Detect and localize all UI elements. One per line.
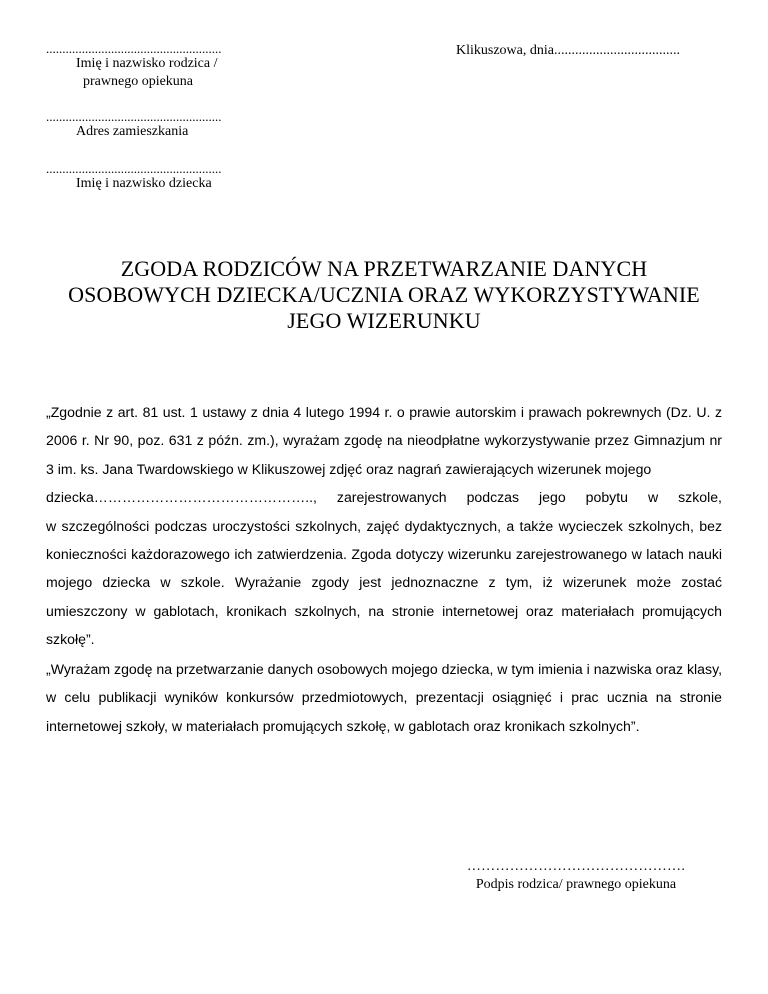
title-line-2: OSOBOWYCH DZIECKA/UCZNIA ORAZ WYKORZYSTYWANIE — [68, 282, 700, 307]
word: pobytu — [585, 489, 628, 506]
word: jego — [539, 489, 566, 506]
signature-block — [456, 858, 696, 894]
place-date: Klikuszowa, dnia.................................... — [456, 43, 680, 58]
parent-name-label-cont: prawnego opiekuna — [83, 74, 194, 89]
document-title — [30, 256, 738, 334]
signature-label: Podpis rodzica/ prawnego opiekuna — [475, 877, 677, 892]
data-processing-consent-paragraph: „Wyrażam zgodę na przetwarzanie danych osobowych mojego dziecka, w tym imienia i nazwiska oraz klasy, w celu publikacji wyników konkursów przedmiotowych, prezentacji osiągnięć i prac ucznia na stronie internetowej szkoły, w materiałach promujących szkołę, w gablotach oraz kronikach szkolnych”. — [46, 661, 722, 734]
parent-name-line: ...................................................... — [46, 41, 222, 56]
child-name-label: Imię i nazwisko dziecka — [76, 176, 212, 191]
signature-line: ………………………………………. — [466, 859, 686, 874]
title-line-3: JEGO WIZERUNKU — [287, 308, 481, 333]
word: podczas — [466, 489, 520, 506]
word: w — [647, 489, 659, 506]
image-consent-paragraph — [46, 398, 722, 654]
word: dziecka……………………………………….., — [46, 489, 317, 506]
child-name-fill-line — [46, 483, 722, 511]
paragraph1-part-a: „Zgodnie z art. 81 ust. 1 ustawy z dnia 4 lutego 1994 r. o prawie autorskim i prawach pokrewnych (Dz. U. z 2006 r. Nr 90, poz. 631 z późn. zm.), wyrażam zgodę na nieodpłatne wykorzystywanie przez Gimnazjum nr 3 im. ks. Jana Twardowskiego w Klikuszowej zdjęć oraz nagrań zawierających wizerunek mojego — [46, 404, 722, 477]
child-name-line: ...................................................... — [46, 161, 222, 176]
title-line-1: ZGODA RODZICÓW NA PRZETWARZANIE DANYCH — [120, 256, 648, 281]
paragraph1-part-b: w szczególności podczas uroczystości szkolnych, zajęć dydaktycznych, a także wycieczek szkolnych, bez konieczności każdorazowego ich zatwierdzenia. Zgoda dotyczy wizerunku zarejestrowanego w latach nauki mojego dziecka w szkole. Wyrażanie zgody jest jednoznaczne z tym, iż wizerunek może zostać umieszczony w gablotach, kronikach szkolnych, na stronie internetowej oraz materiałach promujących szkołę”. — [46, 517, 722, 648]
word: szkole, — [678, 489, 722, 506]
parent-name-label: Imię i nazwisko rodzica / — [76, 56, 218, 71]
word: zarejestrowanych — [336, 489, 447, 506]
address-label: Adres zamieszkania — [76, 124, 189, 139]
address-line: ...................................................... — [46, 109, 222, 124]
